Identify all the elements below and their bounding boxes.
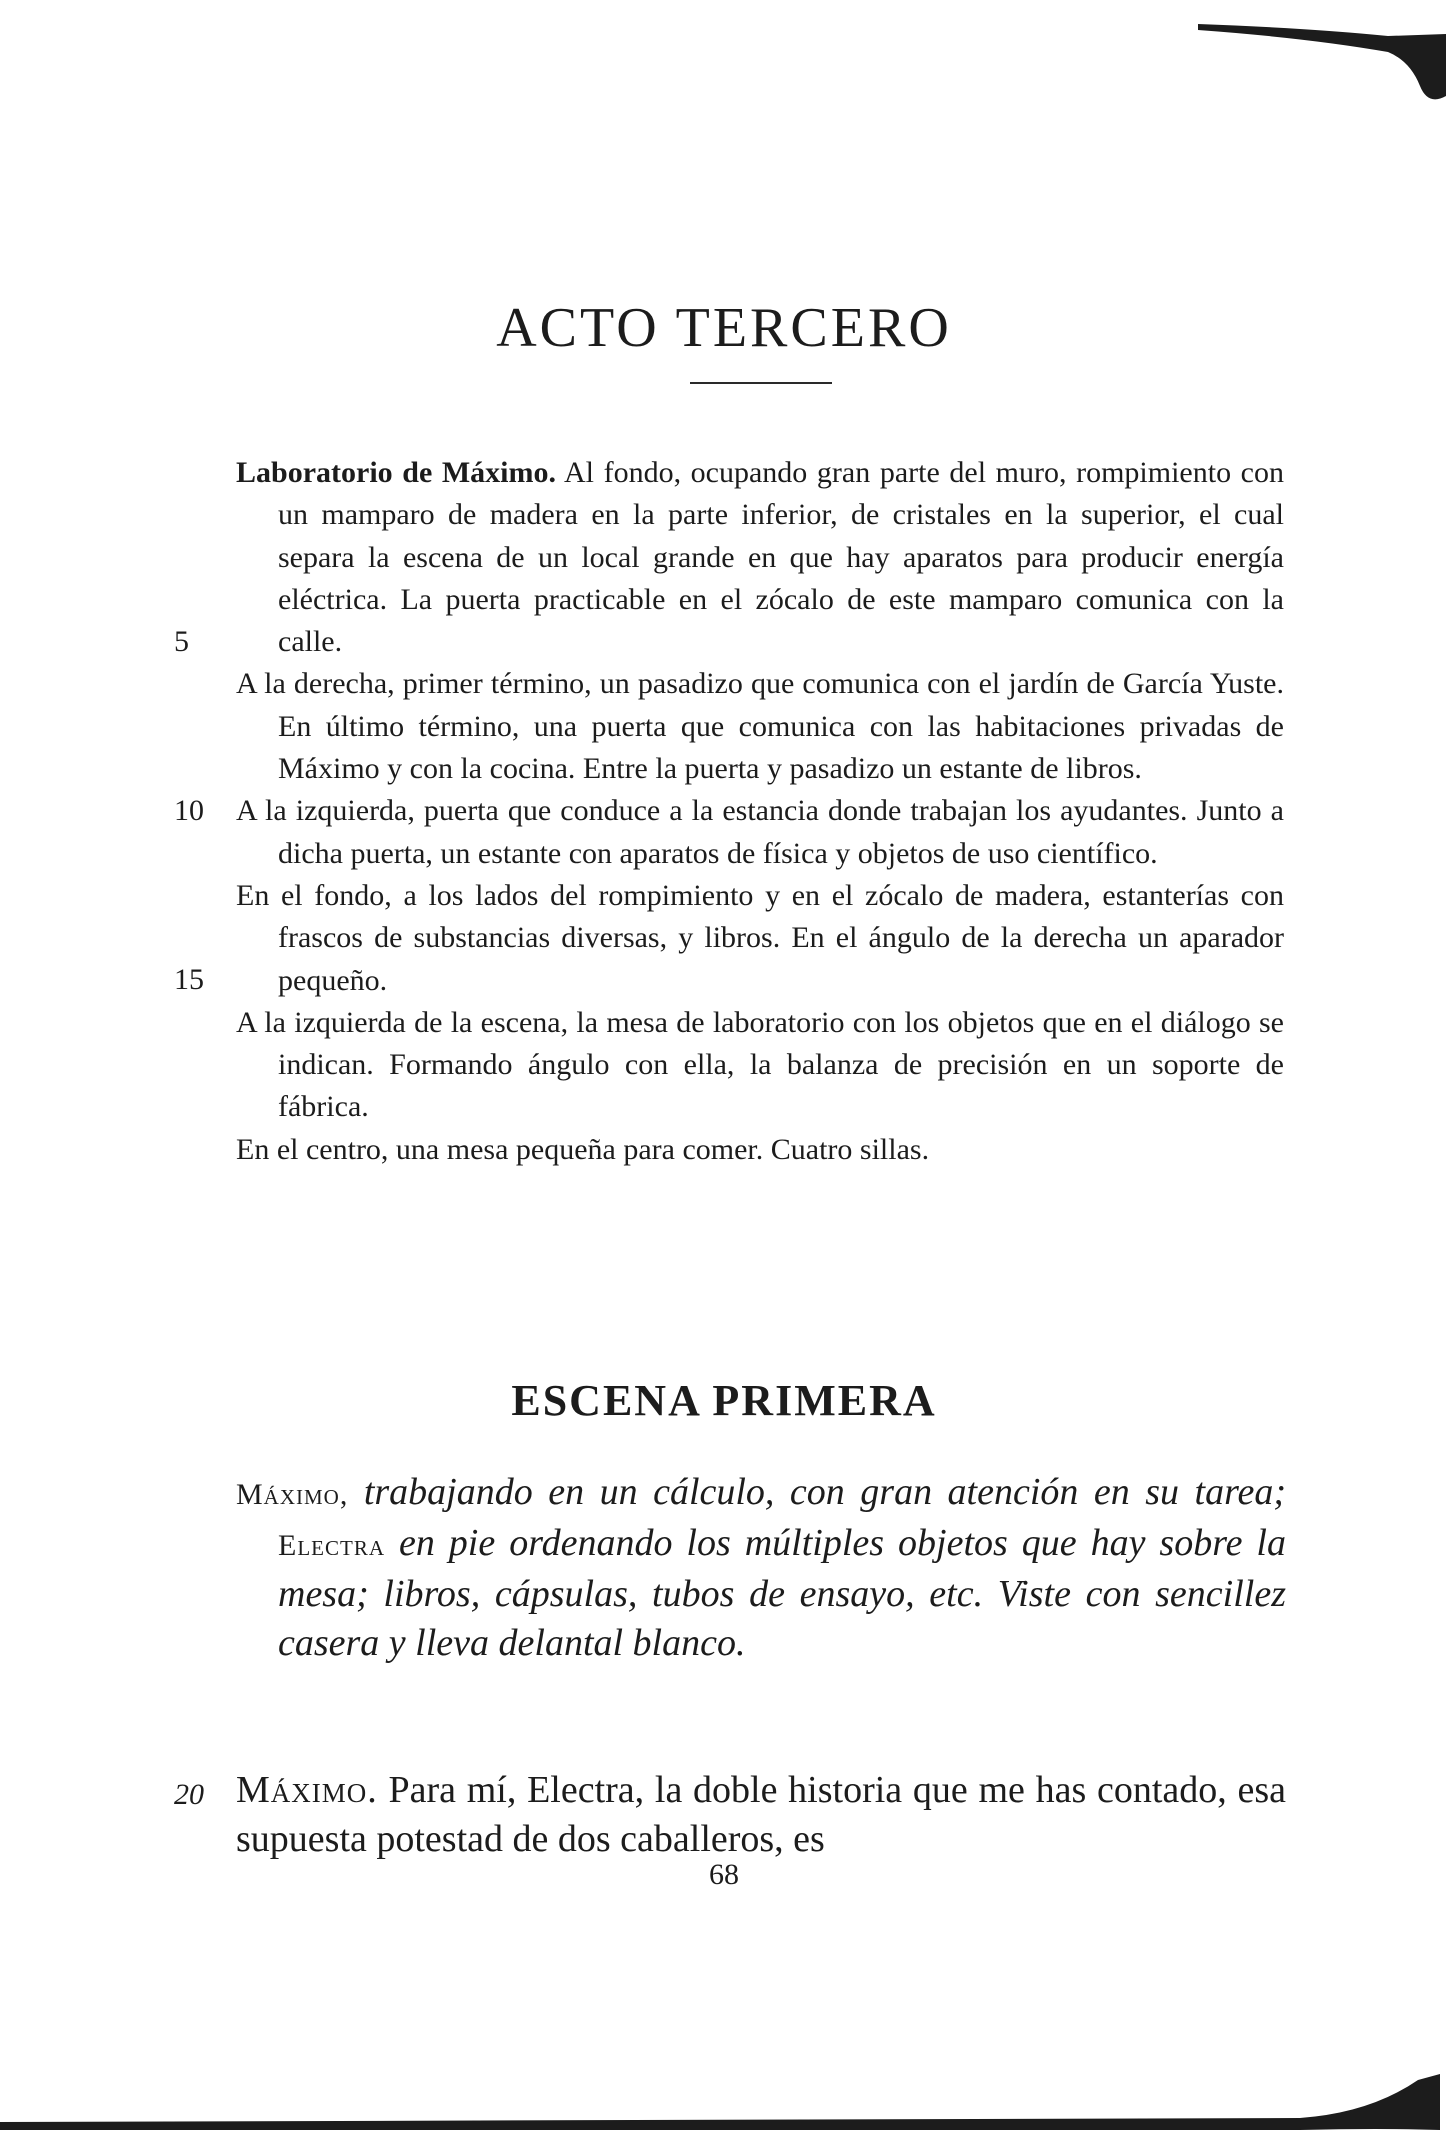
scene-direction (236, 1468, 1286, 1668)
stage-direction-paragraph (174, 452, 1284, 663)
stage-direction-paragraph (236, 663, 1284, 790)
scene-direction-text: en pie ordenando los múltiples objetos que hay sobre la mesa; libros, cápsulas, tubos de ensayo, etc. Viste con sencillez casera y lleva delantal blanco. (278, 1522, 1286, 1664)
stage-direction-paragraph (174, 790, 1284, 875)
stage-direction-paragraph (174, 875, 1284, 1002)
dialogue-line (174, 1766, 1286, 1864)
line-number: 20 (174, 1778, 204, 1811)
line-number: 5 (174, 625, 189, 658)
character-name: Electra (278, 1529, 385, 1562)
page-number: 68 (709, 1858, 739, 1891)
paragraph-text: Al fondo, ocupando gran parte del muro, rompimiento con un mamparo de madera en la parte inferior, de cristales en la superior, el cual separa la escena de un local grande en que hay aparatos para producir energía eléctrica. La puerta practicable en el zócalo de este mamparo comunica con la calle. (278, 456, 1284, 659)
scene-direction-text: trabajando en un cálculo, con gran atención en su tarea; (348, 1471, 1286, 1513)
character-name: Máximo, (236, 1478, 349, 1511)
line-number: 10 (174, 794, 204, 828)
scene-title: ESCENA PRIMERA (511, 1375, 937, 1425)
dialogue-text: Para mí, Electra, la doble historia que me has contado, esa supuesta potestad de dos caballeros, es (236, 1769, 1286, 1860)
act-title: ACTO TERCERO (496, 296, 952, 359)
stage-direction-paragraph (236, 1129, 1284, 1171)
scan-bottom-artifact (0, 2018, 1448, 2148)
scan-corner-artifact (1188, 16, 1448, 106)
stage-direction-paragraph (236, 1002, 1284, 1129)
paragraph-text: En el fondo, a los lados del rompimiento y en el zócalo de madera, estanterías con frascos de substancias diversas, y libros. En el ángulo de la derecha un aparador pequeño. (236, 878, 1284, 997)
paragraph-text: A la derecha, primer término, un pasadizo que comunica con el jardín de García Yuste. En último término, una puerta que comunica con las habitaciones privadas de Máximo y con la cocina. Entre la puerta y pasadizo un estante de libros. (236, 667, 1284, 786)
paragraph-text: En el centro, una mesa pequeña para comer. Cuatro sillas. (236, 1132, 930, 1166)
paragraph-text: A la izquierda de la escena, la mesa de laboratorio con los objetos que en el diálogo se indican. Formando ángulo con ella, la balanza de precisión en un soporte de fábrica. (236, 1005, 1284, 1124)
paragraph-text: A la izquierda, puerta que conduce a la estancia donde trabajan los ayudantes. Junto a dicha puerta, un estante con aparatos de física y objetos de uso científico. (236, 794, 1284, 870)
setting-lead: Laboratorio de Máximo. (236, 456, 557, 489)
speaker-name: Máximo. (236, 1769, 378, 1811)
line-number: 15 (174, 962, 204, 996)
title-divider (690, 382, 832, 384)
stage-directions (174, 452, 1284, 1171)
